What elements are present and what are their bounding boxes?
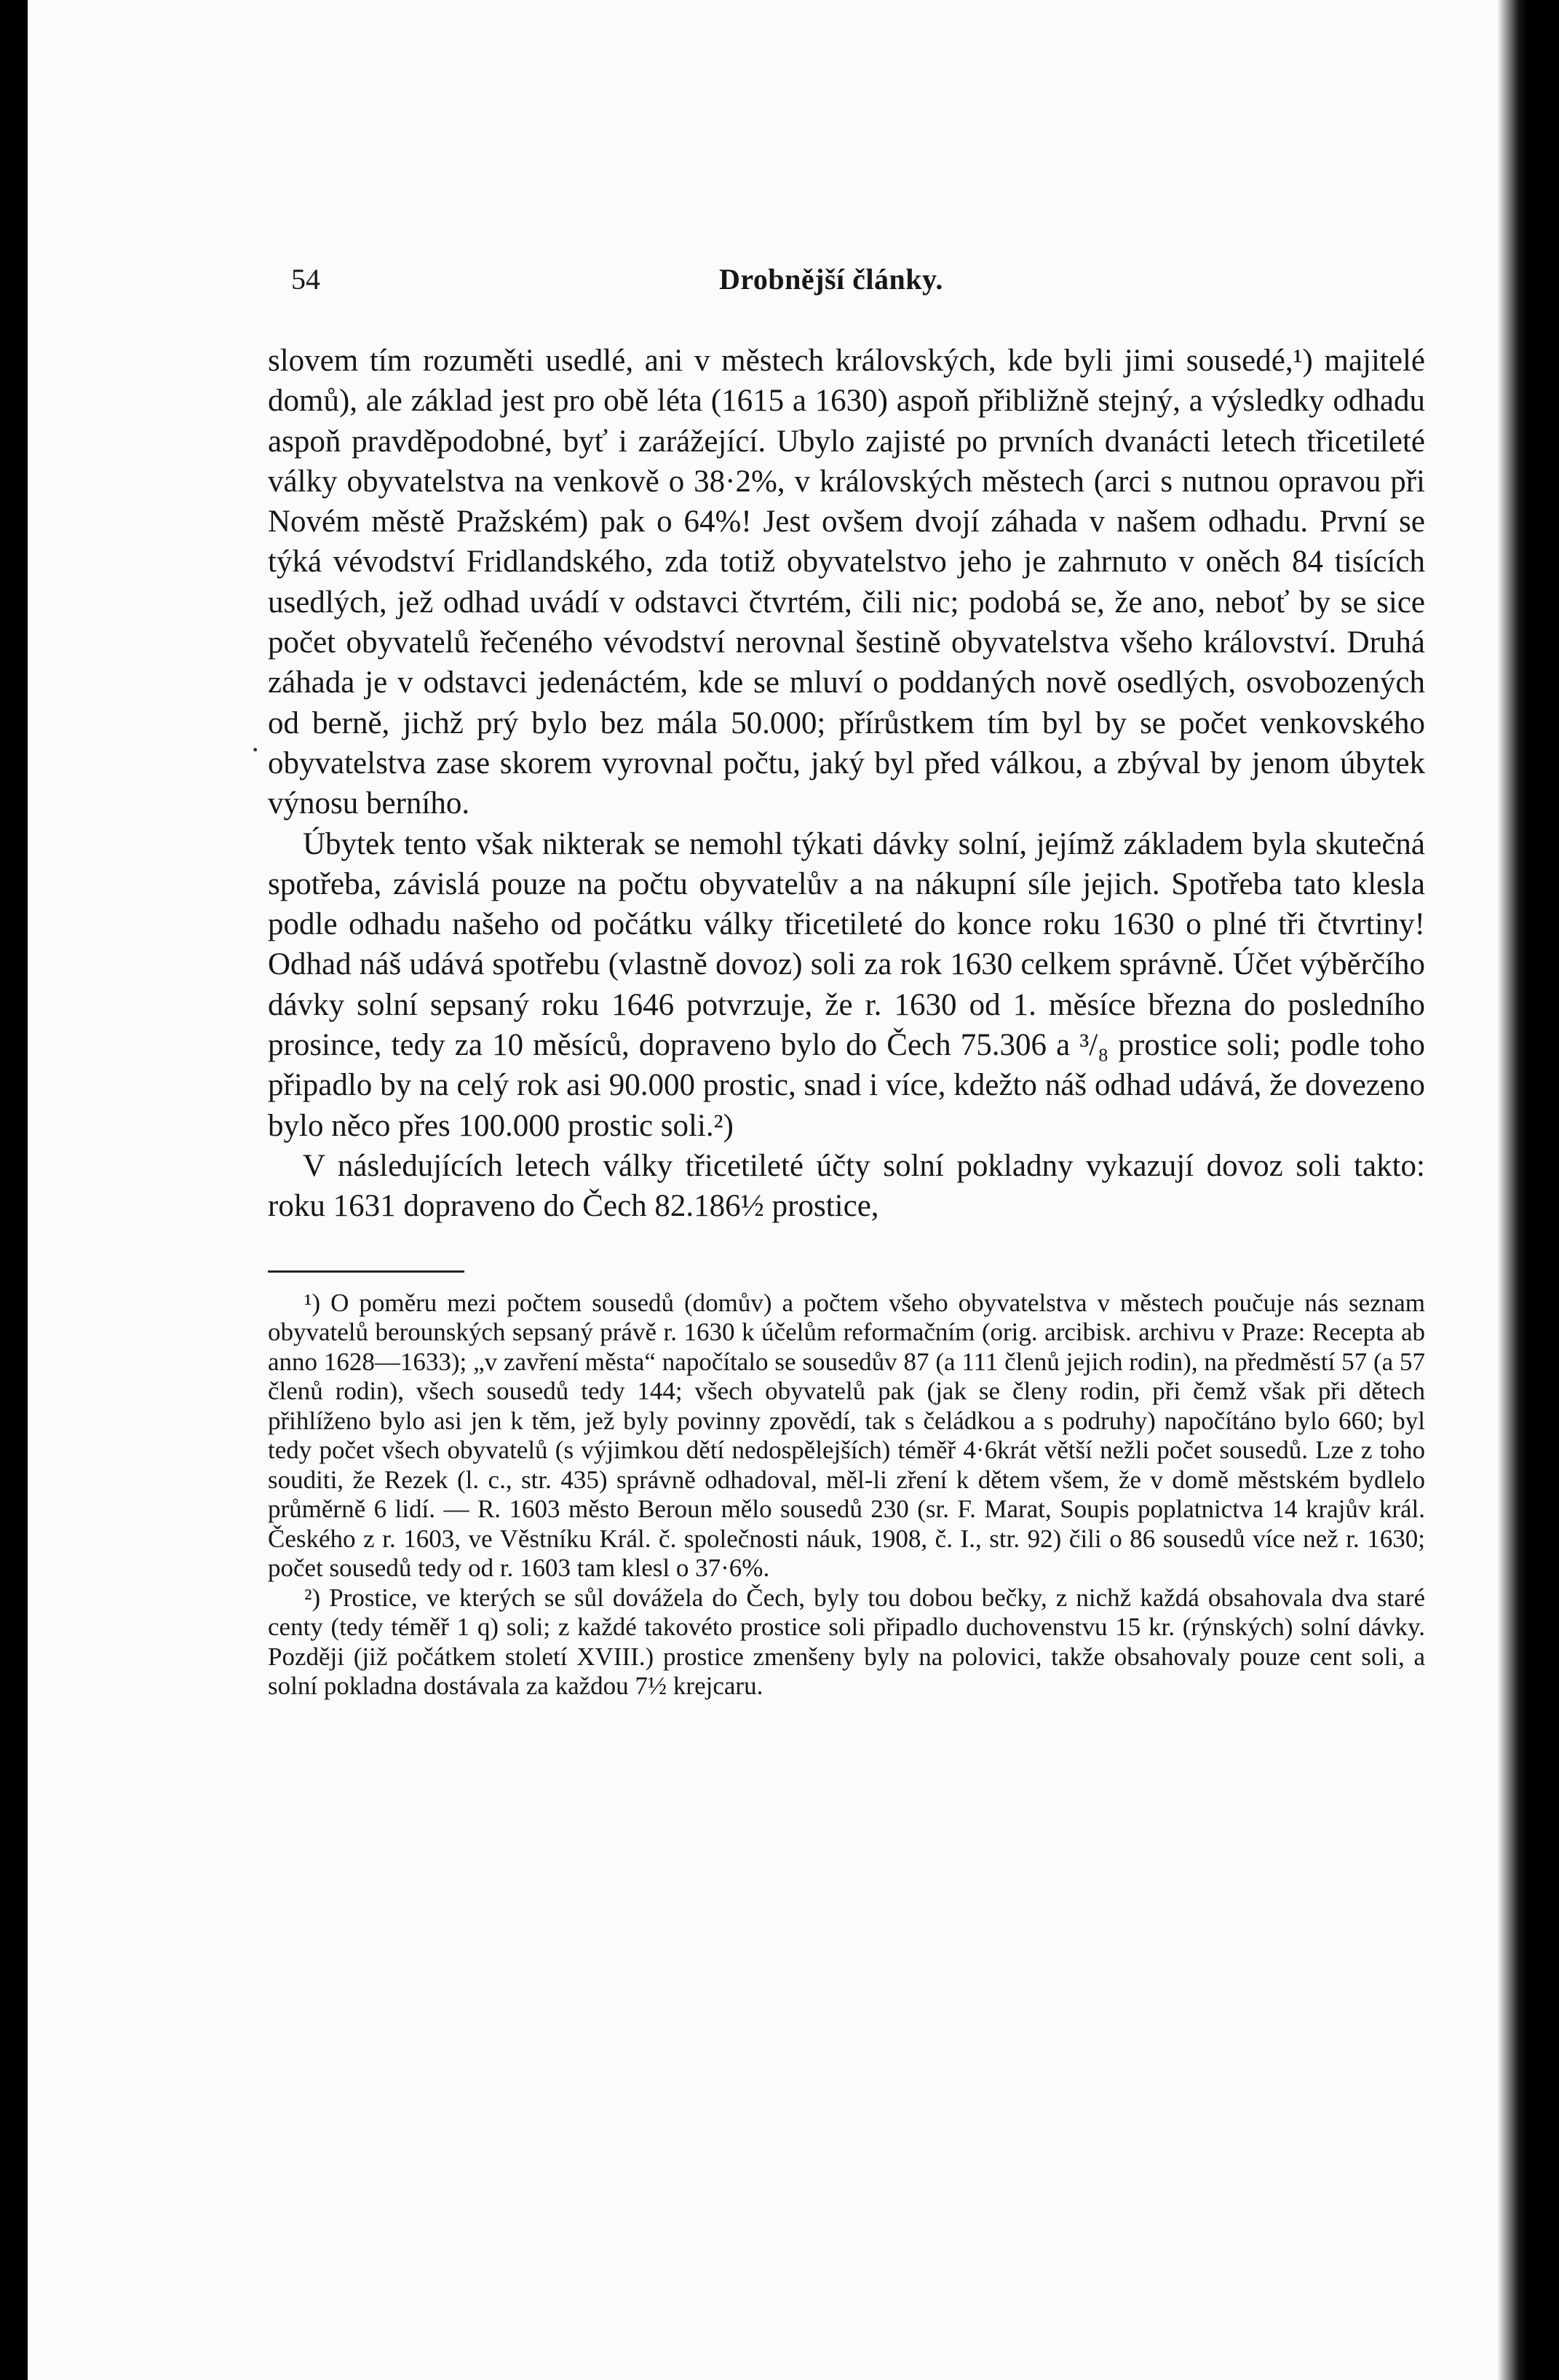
book-page bbox=[28, 0, 1527, 2380]
paragraph-2: Úbytek tento však nikterak se nemohl týkati dávky solní, jejímž základem byla skutečná spotřeba, závislá pouze na počtu obyvatelův a na nákupní síle jejich. Spotřeba tato klesla podle odhadu našeho od počátku války třicetileté do konce roku 1630 o plné tři čtvrtiny! Odhad náš udává spotřebu (vlastně dovoz) soli za rok 1630 celkem správně. Účet výběrčího dávky solní sepsaný roku 1646 potvrzuje, že r. 1630 od 1. měsíce března do posledního prosince, tedy za 10 měsíců, dopraveno bylo do Čech 75.306 a ³/₈ prostice soli; podle toho připadlo by na celý rok asi 90.000 prostic, snad i více, kdežto náš odhad udává, že dovezeno bylo něco přes 100.000 prostic soli.²) bbox=[268, 826, 1425, 1143]
page-content bbox=[268, 262, 1425, 1701]
page-edge-shadow bbox=[1498, 0, 1527, 2380]
footnotes bbox=[268, 1289, 1425, 1701]
paragraph-1: slovem tím rozuměti usedlé, ani v městech královských, kde byli jimi sousedé,¹) majitelé domů), ale základ jest pro obě léta (1615 a 1630) aspoň přibližně stejný, a výsledky odhadu aspoň pravděpodobné, byť i zarážející. Ubylo zajisté po prvních dvanácti letech třicetileté války obyvatelstva na venkově o 38·2%, v královských městech (arci s nutnou opravou při Novém městě Pražském) pak o 64%! Jest ovšem dvojí záhada v našem odhadu. První se týká vévodství Fridlandského, zda totiž obyvatelstvo jeho je zahrnuto v oněch 84 tisících usedlých, jež odhad uvádí v odstavci čtvrtém, čili nic; podobá se, že ano, neboť by se sice počet obyvatelů řečeného vévodství nerovnal šestině obyvatelstva všeho království. Druhá záhada je v odstavci jedenáctém, kde se mluví o poddaných nově osedlých, osvobozených od berně, jichž prý bylo bez mála 50.000; přírůstkem tím byl by se počet venkovského obyvatelstva zase skorem vyrovnal počtu, jaký byl před válkou, a zbýval by jenom úbytek výnosu berního. bbox=[268, 344, 1425, 821]
page-number: 54 bbox=[291, 263, 320, 296]
footnote-divider bbox=[268, 1270, 464, 1273]
footnote-1: ¹) O poměru mezi počtem sousedů (domův) a počtem všeho obyvatelstva v městech poučuje nás seznam obyvatelů berounských sepsaný právě r. 1630 k účelům reformačním (orig. arcibisk. archivu v Praze: Recepta ab anno 1628—1633); „v zavření města“ napočítalo se sousedův 87 (a 111 členů jejich rodin), na předměstí 57 (a 57 členů rodin), všech sousedů tedy 144; všech obyvatelů pak (jak se členy rodin, při čemž však při dětech přihlíženo bylo asi jen k těm, jež byly povinny zpovědí, tak s čeládkou a s podruhy) napočítáno bylo 660; byl tedy počet všech obyvatelů (s výjimkou dětí nedospělejších) téměř 4·6krát větší nežli počet sousedů. Lze z toho souditi, že Rezek (l. c., str. 435) správně odhadoval, měl-li zření k dětem všem, že v domě městském bydlelo průměrně 6 lidí. — R. 1603 město Beroun mělo sousedů 230 (sr. F. Marat, Soupis poplatnictva 14 krajův král. Českého z r. 1603, ve Věstníku Král. č. společnosti náuk, 1908, č. I., str. 92) čili o 86 sousedů více než r. 1630; počet sousedů tedy od r. 1603 tam klesl o 37·6%. bbox=[268, 1288, 1425, 1583]
page-header bbox=[268, 262, 1425, 306]
paragraph-3: V následujících letech války třicetileté účty solní pokladny vykazují dovoz soli takto: roku 1631 dopraveno do Čech 82.186½ prostice, bbox=[268, 1148, 1425, 1224]
body-text bbox=[268, 341, 1425, 1227]
footnote-2: ²) Prostice, ve kterých se sůl dovážela do Čech, byly tou dobou bečky, z nichž každá obsahovala dva staré centy (tedy téměř 1 q) soli; z každé takovéto prostice soli připadlo duchovenstvu 15 kr. (rýnských) solní dávky. Později (již počátkem století XVIII.) prostice zmenšeny byly na polovici, takže obsahovaly pouze cent soli, a solní pokladna dostávala za každou 7½ krejcaru. bbox=[268, 1583, 1425, 1701]
margin-mark: · bbox=[250, 733, 261, 766]
running-title: Drobnější články. bbox=[719, 263, 943, 296]
